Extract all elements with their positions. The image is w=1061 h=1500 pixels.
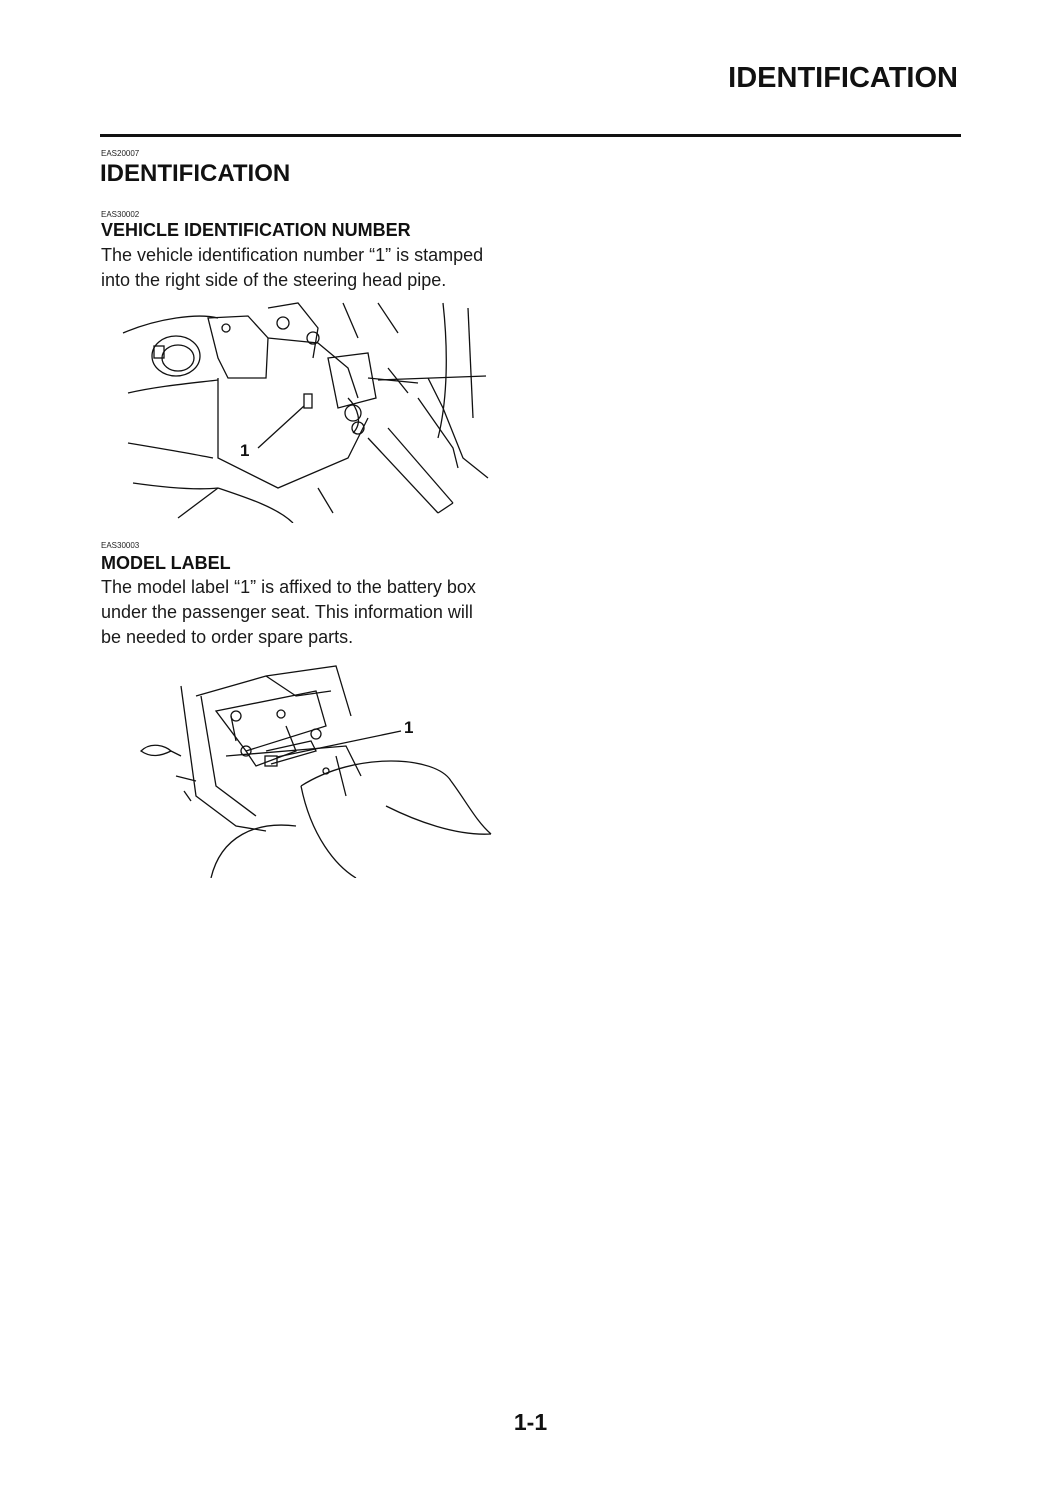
vin-line-2: into the right side of the steering head pipe. xyxy=(101,270,447,290)
vin-paragraph xyxy=(101,243,505,293)
header-rule xyxy=(100,134,961,137)
section-code: EAS20007 xyxy=(101,149,140,158)
model-label-paragraph xyxy=(101,575,505,650)
model-label-line-1: The model label “1” is affixed to the battery box xyxy=(101,577,476,597)
model-label-figure-callout: 1 xyxy=(404,718,414,737)
vin-figure-callout: 1 xyxy=(240,441,250,460)
model-label-code: EAS30003 xyxy=(101,541,140,550)
page-number: 1-1 xyxy=(513,1409,548,1435)
vin-figure xyxy=(118,298,498,523)
vin-line-1: The vehicle identification number “1” is stamped xyxy=(101,245,484,265)
vin-heading: VEHICLE IDENTIFICATION NUMBER xyxy=(101,220,411,240)
model-label-line-2: under the passenger seat. This information will xyxy=(101,602,473,622)
model-label-figure xyxy=(136,656,498,878)
vin-code: EAS30002 xyxy=(101,210,140,219)
page-header-title: IDENTIFICATION xyxy=(728,62,958,94)
section-title: IDENTIFICATION xyxy=(100,160,291,187)
model-label-heading: MODEL LABEL xyxy=(101,553,231,573)
model-label-line-3: be needed to order spare parts. xyxy=(101,627,354,647)
